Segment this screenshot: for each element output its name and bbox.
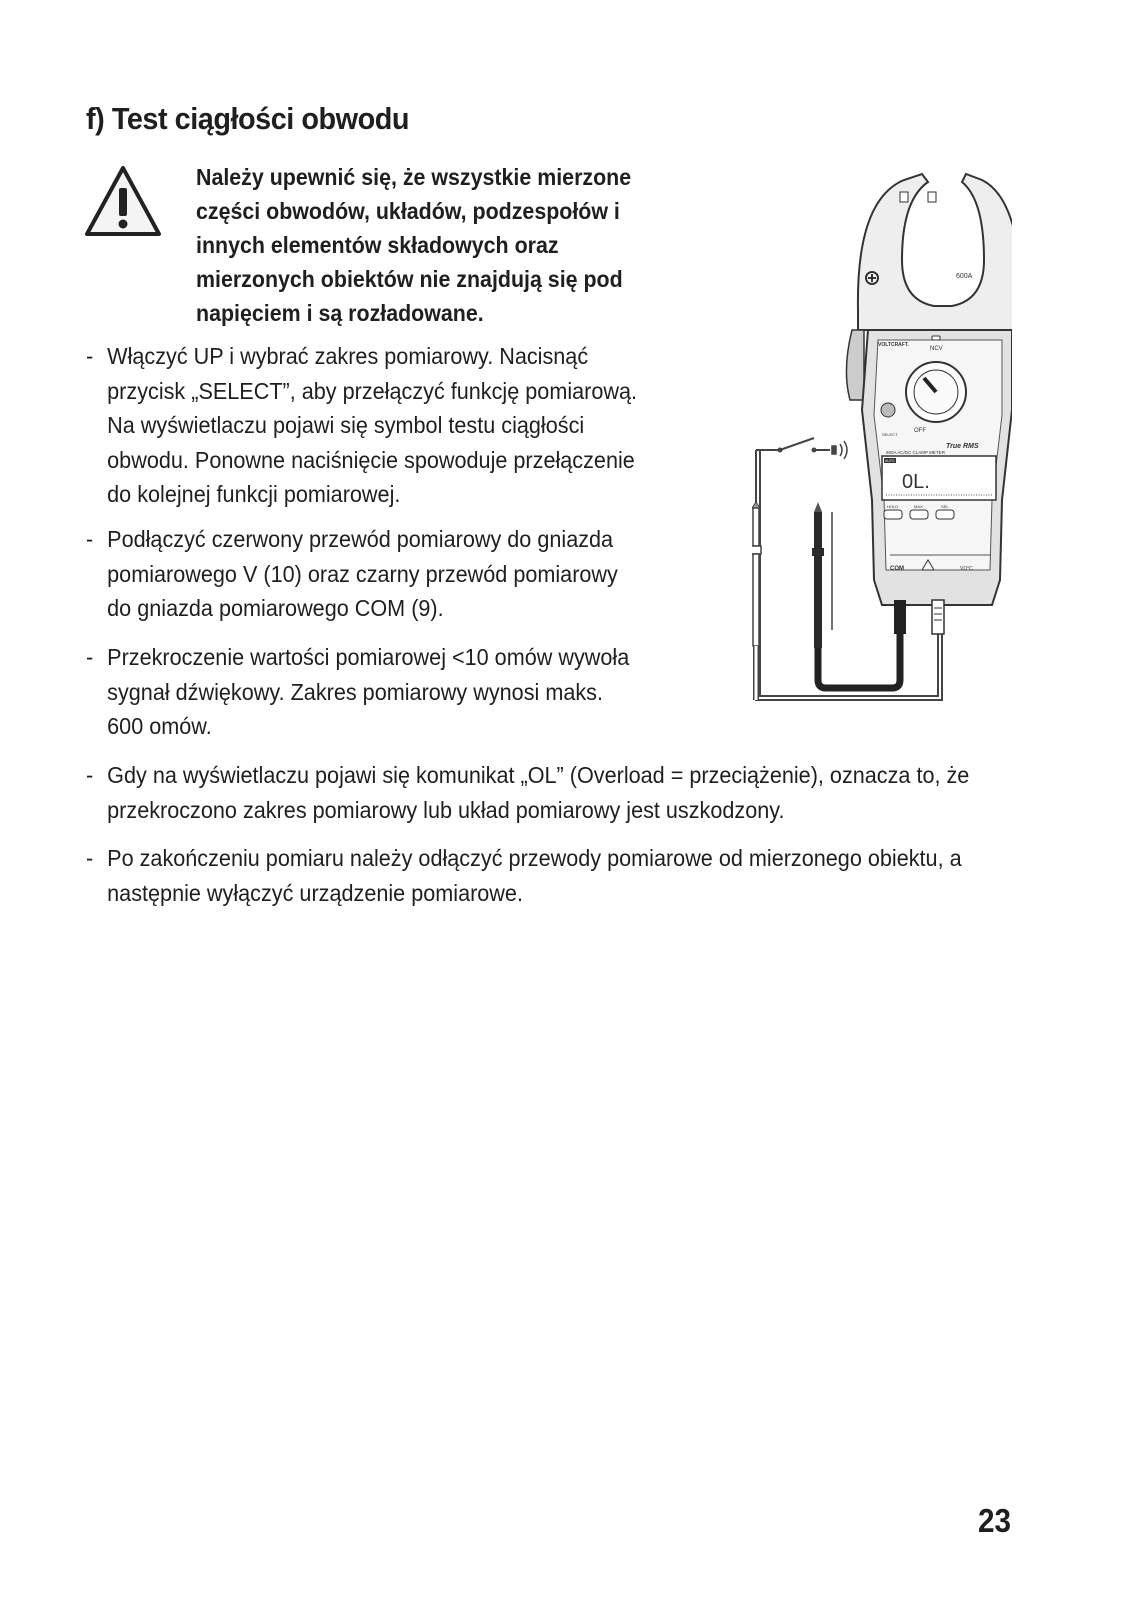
- model-label: 600A AC/DC CLAMP METER: [886, 450, 945, 455]
- max-label: MAX: [914, 504, 923, 509]
- bullet-line: Po zakończeniu pomiaru należy odłączyć przewody pomiarowe od mierzonego obiektu, a: [107, 845, 962, 871]
- jaw-label: 600A: [956, 273, 973, 280]
- sel-label: SEL: [941, 504, 949, 509]
- bullet-line: Na wyświetlaczu pojawi się symbol testu ciągłości: [107, 412, 585, 438]
- bullet-select-function: [86, 339, 637, 512]
- display-reading: 0L.: [902, 471, 930, 493]
- com-plug: [894, 600, 906, 634]
- v-label: VΩ°C: [960, 566, 973, 572]
- warning-line: mierzonych obiektów nie znajdują się pod: [196, 266, 623, 292]
- bullet-dash: -: [86, 762, 94, 788]
- clamp-meter-svg: [752, 160, 1012, 730]
- bullet-line: do gniazda pomiarowego COM (9).: [107, 595, 444, 621]
- lcd-display: [882, 456, 996, 500]
- hold-label: HOLD: [887, 504, 899, 509]
- true-rms-label: True RMS: [946, 443, 979, 450]
- max-button: [910, 510, 928, 519]
- bullet-line: obwodu. Ponowne naciśnięcie spowoduje przełączenie: [107, 446, 635, 473]
- page-number: 23: [978, 1502, 1012, 1539]
- bullet-line: Przekroczenie wartości pomiarowej <10 omów wywoła: [107, 644, 630, 670]
- hold-button: [884, 510, 902, 519]
- bullet-line: przekroczono zakres pomiarowy lub układ pomiarowy jest uszkodzony.: [107, 796, 785, 823]
- bullet-dash: -: [86, 343, 94, 369]
- clamp-meter-illustration: [752, 160, 1012, 730]
- clamp-meter-body: [846, 174, 1012, 634]
- bullet-dash: -: [86, 526, 94, 552]
- bullet-dash: -: [86, 845, 94, 871]
- bullet-overload: [86, 758, 969, 827]
- bullet-dash: -: [86, 644, 94, 670]
- bullet-line: przycisk „SELECT”, aby przełączyć funkcję pomiarową.: [107, 377, 638, 404]
- warning-line: części obwodów, układów, podzespołów i: [196, 198, 620, 224]
- bullet-line: pomiarowego V (10) oraz czarny przewód pomiarowy: [107, 560, 618, 587]
- beep-icon: [832, 441, 847, 459]
- warning-text: [196, 160, 633, 330]
- bullet-finish: [86, 841, 962, 910]
- bullet-line: Gdy na wyświetlaczu pojawi się komunikat „OL” (Overload = przeciążenie), oznacza to, że: [107, 762, 970, 788]
- bullet-line: sygnał dźwiękowy. Zakres pomiarowy wynosi maks.: [107, 678, 603, 705]
- off-label: OFF: [914, 428, 926, 434]
- com-label: COM: [890, 566, 904, 572]
- brand-logo: VOLTCRAFT.: [878, 342, 909, 348]
- select-label: SELECT: [882, 432, 898, 437]
- select-button: [881, 403, 895, 417]
- sel-button: [936, 510, 954, 519]
- bullet-line: 600 omów.: [107, 713, 212, 739]
- warning-triangle-icon: [84, 164, 162, 238]
- bullet-line: następnie wyłączyć urządzenie pomiarowe.: [107, 879, 523, 906]
- bullet-line: Podłączyć czerwony przewód pomiarowy do gniazda: [107, 526, 614, 552]
- warning-line: innych elementów składowych oraz: [196, 232, 559, 258]
- auto-label: AUTO: [885, 459, 895, 463]
- section-title: f) Test ciągłości obwodu: [86, 101, 410, 136]
- bullet-connect-leads: [86, 522, 618, 626]
- warning-line: napięciem i są rozładowane.: [196, 300, 484, 326]
- warning-line: Należy upewnić się, że wszystkie mierzone: [196, 164, 632, 190]
- v-plug: [932, 600, 944, 634]
- ncv-label: NCV: [930, 346, 943, 352]
- bullet-beep-signal: [86, 640, 629, 744]
- bullet-line: do kolejnej funkcji pomiarowej.: [107, 481, 401, 507]
- bullet-line: Włączyć UP i wybrać zakres pomiarowy. Nacisnąć: [107, 343, 589, 369]
